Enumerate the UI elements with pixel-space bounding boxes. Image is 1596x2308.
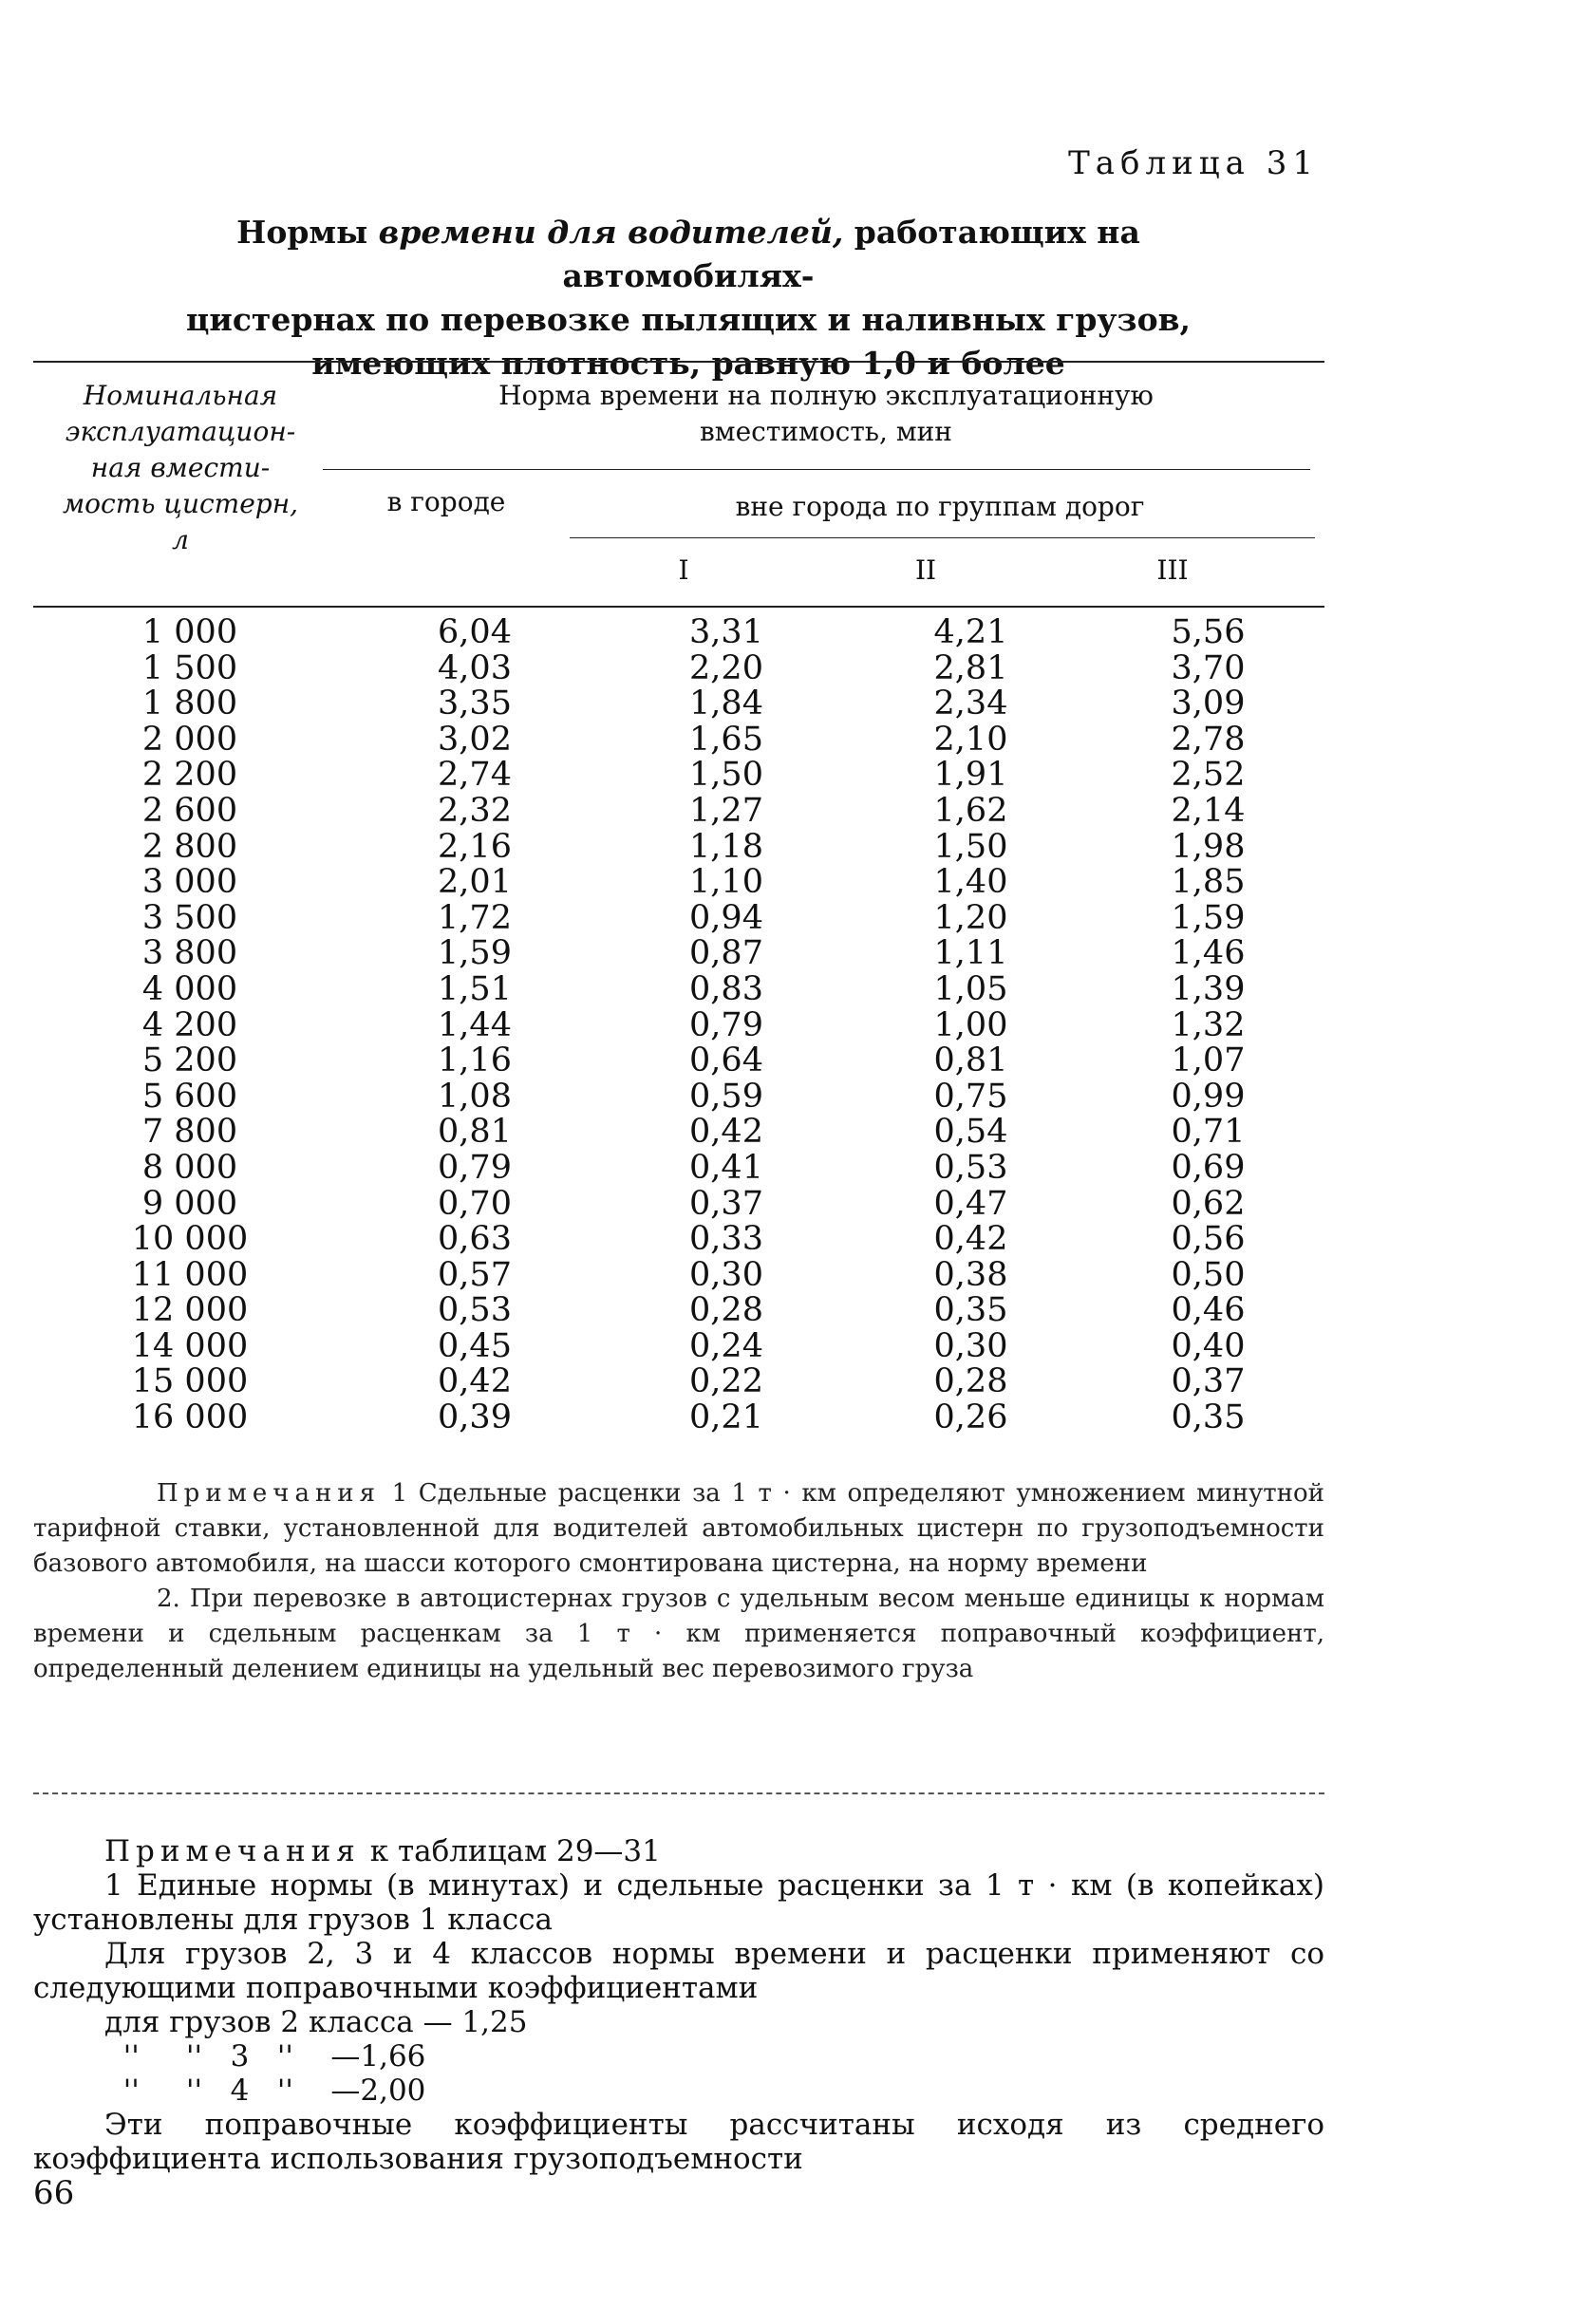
table-cell: 0,54 bbox=[933, 1113, 1008, 1152]
coef-line-1: для грузов 2 класса — 1,25 bbox=[104, 2005, 528, 2039]
table-cell: 0,75 bbox=[933, 1077, 1008, 1116]
footnotes-title: Примечания bbox=[104, 1834, 361, 1868]
table-cell: 0,99 bbox=[1171, 1077, 1246, 1116]
table-row bbox=[33, 901, 1324, 937]
table-cell: 1,40 bbox=[933, 863, 1008, 902]
title-line2: цистернах по перевозке пылящих и наливных грузов, bbox=[185, 301, 1192, 338]
table-cell: 1,08 bbox=[438, 1077, 512, 1116]
table-cell: 1 800 bbox=[141, 685, 238, 723]
table-cell: 1,62 bbox=[933, 791, 1008, 830]
title-line1-end: работающих на автомобилях- bbox=[562, 214, 1140, 294]
table-cell: 1,44 bbox=[438, 1005, 512, 1044]
table-cell: 3 000 bbox=[141, 863, 238, 902]
table-cell: 2,81 bbox=[933, 648, 1008, 687]
header-capacity: Номинальная эксплуатацион- ная вмести- мость цистерн, л bbox=[62, 380, 299, 555]
table-cell: 2,34 bbox=[933, 685, 1008, 723]
table-cell: 0,53 bbox=[933, 1148, 1008, 1187]
table-cell: 0,40 bbox=[1171, 1326, 1246, 1365]
table-row bbox=[33, 830, 1324, 866]
table-cell: 0,71 bbox=[1171, 1113, 1246, 1152]
table-cell: 0,42 bbox=[689, 1113, 763, 1152]
footnote-p2: Для грузов 2, 3 и 4 классов нормы времени и расценки применяют со следующими поправочными коэффициентами bbox=[33, 1937, 1324, 2005]
table-row bbox=[33, 722, 1324, 759]
table-cell: 10 000 bbox=[131, 1220, 249, 1259]
table-cell: 1,00 bbox=[933, 1005, 1008, 1044]
table-cell: 0,24 bbox=[689, 1326, 763, 1365]
footnote-p1: 1 Единые нормы (в минутах) и сдельные расценки за 1 т · км (в копейках) установлены для грузов 1 класса bbox=[33, 1868, 1324, 1937]
header-norm-rule bbox=[323, 469, 1310, 470]
table-cell: 1,85 bbox=[1171, 863, 1246, 902]
table-cell: 1,51 bbox=[438, 969, 512, 1008]
table-cell: 11 000 bbox=[131, 1255, 249, 1294]
table-cell: 1,59 bbox=[438, 934, 512, 973]
table-cell: 0,35 bbox=[933, 1291, 1008, 1330]
table-cell: 1,98 bbox=[1171, 827, 1246, 866]
table-row bbox=[33, 758, 1324, 794]
table-cell: 1,32 bbox=[1171, 1005, 1246, 1044]
table-cell: 0,69 bbox=[1171, 1148, 1246, 1187]
table-cell: 9 000 bbox=[141, 1184, 238, 1223]
table-cell: 1,84 bbox=[689, 685, 763, 723]
table-cell: 1,50 bbox=[689, 756, 763, 795]
footnote-p3: Эти поправочные коэффициенты рассчитаны исходя из среднего коэффициента использования грузоподъемности bbox=[33, 2108, 1324, 2176]
table-cell: 2,16 bbox=[438, 827, 512, 866]
table-cell: 0,79 bbox=[689, 1005, 763, 1044]
table-cell: 2,78 bbox=[1171, 720, 1246, 759]
header-group-2: II bbox=[914, 554, 937, 586]
notes-title: Примечания bbox=[157, 1479, 382, 1508]
table-cell: 1,91 bbox=[933, 756, 1008, 795]
table-cell: 1,20 bbox=[933, 898, 1008, 937]
table-row bbox=[33, 1043, 1324, 1079]
table-cell: 0,59 bbox=[689, 1077, 763, 1116]
table-cell: 3,31 bbox=[689, 613, 763, 651]
table-cell: 0,53 bbox=[438, 1291, 512, 1330]
table-cell: 0,28 bbox=[933, 1362, 1008, 1401]
table-cell: 1,16 bbox=[438, 1041, 512, 1080]
table-cell: 5 600 bbox=[141, 1077, 238, 1116]
table-cell: 2,74 bbox=[438, 756, 512, 795]
table-cell: 0,62 bbox=[1171, 1184, 1246, 1223]
table-row bbox=[33, 686, 1324, 722]
section-divider bbox=[33, 1792, 1324, 1794]
table-cell: 2 800 bbox=[141, 827, 238, 866]
table-cell: 2,14 bbox=[1171, 791, 1246, 830]
table-cell: 0,45 bbox=[438, 1326, 512, 1365]
table-row bbox=[33, 865, 1324, 901]
table-cell: 0,94 bbox=[689, 898, 763, 937]
table-cell: 4,21 bbox=[933, 613, 1008, 651]
table-row bbox=[33, 1151, 1324, 1187]
table-cell: 1,46 bbox=[1171, 934, 1246, 973]
table-cell: 3,35 bbox=[438, 685, 512, 723]
table-cell: 0,22 bbox=[689, 1362, 763, 1401]
table-cell: 0,35 bbox=[1171, 1398, 1246, 1437]
table-cell: 0,37 bbox=[689, 1184, 763, 1223]
table-number: Таблица 31 bbox=[1068, 144, 1319, 182]
table-cell: 2,01 bbox=[438, 863, 512, 902]
table-row bbox=[33, 1364, 1324, 1400]
table-cell: 0,81 bbox=[933, 1041, 1008, 1080]
coef-line-2: '' '' 3 '' —1,66 bbox=[104, 2039, 426, 2073]
table-cell: 1,72 bbox=[438, 898, 512, 937]
table-cell: 14 000 bbox=[131, 1326, 249, 1365]
table-cell: 0,79 bbox=[438, 1148, 512, 1187]
table-cell: 1,39 bbox=[1171, 969, 1246, 1008]
table-row bbox=[33, 972, 1324, 1008]
table-cell: 0,87 bbox=[689, 934, 763, 973]
table-cell: 3,70 bbox=[1171, 648, 1246, 687]
table-cell: 0,41 bbox=[689, 1148, 763, 1187]
table-cell: 0,64 bbox=[689, 1041, 763, 1080]
table-cell: 2 600 bbox=[141, 791, 238, 830]
table-cell: 2,52 bbox=[1171, 756, 1246, 795]
norms-table bbox=[33, 615, 1324, 1436]
table-cell: 5 200 bbox=[141, 1041, 238, 1080]
footnotes bbox=[33, 1834, 1324, 2176]
table-cell: 4,03 bbox=[438, 648, 512, 687]
table-cell: 0,81 bbox=[438, 1113, 512, 1152]
table-cell: 12 000 bbox=[131, 1291, 249, 1330]
table-cell: 0,39 bbox=[438, 1398, 512, 1437]
table-cell: 6,04 bbox=[438, 613, 512, 651]
table-cell: 2 200 bbox=[141, 756, 238, 795]
coef-line-3: '' '' 4 '' —2,00 bbox=[104, 2073, 426, 2108]
header-norm: Норма времени на полную эксплуатационную вместимость, мин bbox=[498, 380, 1154, 447]
table-cell: 0,28 bbox=[689, 1291, 763, 1330]
table-cell: 1,05 bbox=[933, 969, 1008, 1008]
table-cell: 4 000 bbox=[141, 969, 238, 1008]
table-cell: 1,11 bbox=[933, 934, 1008, 973]
table-cell: 7 800 bbox=[141, 1113, 238, 1152]
header-in-city: в городе bbox=[386, 486, 506, 517]
table-cell: 0,30 bbox=[689, 1255, 763, 1294]
table-cell: 1 000 bbox=[141, 613, 238, 651]
table-cell: 2,10 bbox=[933, 720, 1008, 759]
table-cell: 1,27 bbox=[689, 791, 763, 830]
table-cell: 1 500 bbox=[141, 648, 238, 687]
table-row bbox=[33, 651, 1324, 687]
header-group-3: III bbox=[1156, 554, 1189, 586]
table-cell: 0,21 bbox=[689, 1398, 763, 1437]
header-group-1: I bbox=[678, 554, 689, 586]
header-groups-rule bbox=[570, 537, 1315, 538]
table-title bbox=[138, 211, 1239, 385]
title-line1-italic: времени для водителей, bbox=[378, 214, 844, 251]
table-row bbox=[33, 1187, 1324, 1223]
table-cell: 0,33 bbox=[689, 1220, 763, 1259]
table-cell: 0,37 bbox=[1171, 1362, 1246, 1401]
title-line1-start: Нормы bbox=[236, 214, 379, 251]
table-cell: 16 000 bbox=[131, 1398, 249, 1437]
table-cell: 2 000 bbox=[141, 720, 238, 759]
table-cell: 3,09 bbox=[1171, 685, 1246, 723]
table-row bbox=[33, 936, 1324, 972]
table-cell: 1,10 bbox=[689, 863, 763, 902]
table-row bbox=[33, 1258, 1324, 1294]
table-cell: 0,56 bbox=[1171, 1220, 1246, 1259]
note-2: 2. При перевозке в автоцистернах грузов с удельным весом меньше единицы к нормам времени и сдельным расценкам за 1 т · км применяется поправочный коэффициент, определенный делением единицы на удельный вес перевозимого груза bbox=[33, 1585, 1324, 1683]
table-row bbox=[33, 1008, 1324, 1044]
table-cell: 0,38 bbox=[933, 1255, 1008, 1294]
table-cell: 1,18 bbox=[689, 827, 763, 866]
table-cell: 0,26 bbox=[933, 1398, 1008, 1437]
table-row bbox=[33, 1329, 1324, 1365]
title-line3: имеющих плотность, равную 1,0 и более bbox=[311, 345, 1065, 382]
header-outside-city: вне города по группам дорог bbox=[735, 491, 1145, 522]
note-1: 1 Сдельные расценки за 1 т · км определяют умножением минутной тарифной ставки, установленной для водителей автомобильных цистерн по грузоподъемности базового автомобиля, на шасси которого смонтирована цистерна, на норму времени bbox=[33, 1479, 1324, 1578]
header-top-rule bbox=[33, 361, 1324, 363]
table-row bbox=[33, 1115, 1324, 1151]
table-cell: 0,70 bbox=[438, 1184, 512, 1223]
table-cell: 3 500 bbox=[141, 898, 238, 937]
table-cell: 0,83 bbox=[689, 969, 763, 1008]
table-cell: 3,02 bbox=[438, 720, 512, 759]
table-cell: 0,42 bbox=[933, 1220, 1008, 1259]
table-body bbox=[33, 615, 1324, 1436]
table-row bbox=[33, 1079, 1324, 1116]
table-cell: 1,07 bbox=[1171, 1041, 1246, 1080]
table-cell: 1,50 bbox=[933, 827, 1008, 866]
table-cell: 1,65 bbox=[689, 720, 763, 759]
table-row bbox=[33, 1222, 1324, 1258]
table-cell: 2,20 bbox=[689, 648, 763, 687]
table-cell: 0,42 bbox=[438, 1362, 512, 1401]
table-cell: 5,56 bbox=[1171, 613, 1246, 651]
table-cell: 0,50 bbox=[1171, 1255, 1246, 1294]
table-cell: 8 000 bbox=[141, 1148, 238, 1187]
table-cell: 0,57 bbox=[438, 1255, 512, 1294]
table-cell: 2,32 bbox=[438, 791, 512, 830]
table-cell: 1,59 bbox=[1171, 898, 1246, 937]
table-cell: 0,47 bbox=[933, 1184, 1008, 1223]
table-cell: 15 000 bbox=[131, 1362, 249, 1401]
table-notes bbox=[33, 1476, 1324, 1687]
table-row bbox=[33, 615, 1324, 651]
table-cell: 0,63 bbox=[438, 1220, 512, 1259]
table-cell: 4 200 bbox=[141, 1005, 238, 1044]
footnotes-title-rest: к таблицам 29—31 bbox=[360, 1834, 661, 1868]
header-bottom-rule bbox=[33, 606, 1324, 608]
page-number: 66 bbox=[33, 2174, 75, 2212]
table-cell: 3 800 bbox=[141, 934, 238, 973]
table-row bbox=[33, 1293, 1324, 1329]
table-cell: 0,30 bbox=[933, 1326, 1008, 1365]
table-row bbox=[33, 1400, 1324, 1436]
table-row bbox=[33, 794, 1324, 830]
table-cell: 0,46 bbox=[1171, 1291, 1246, 1330]
